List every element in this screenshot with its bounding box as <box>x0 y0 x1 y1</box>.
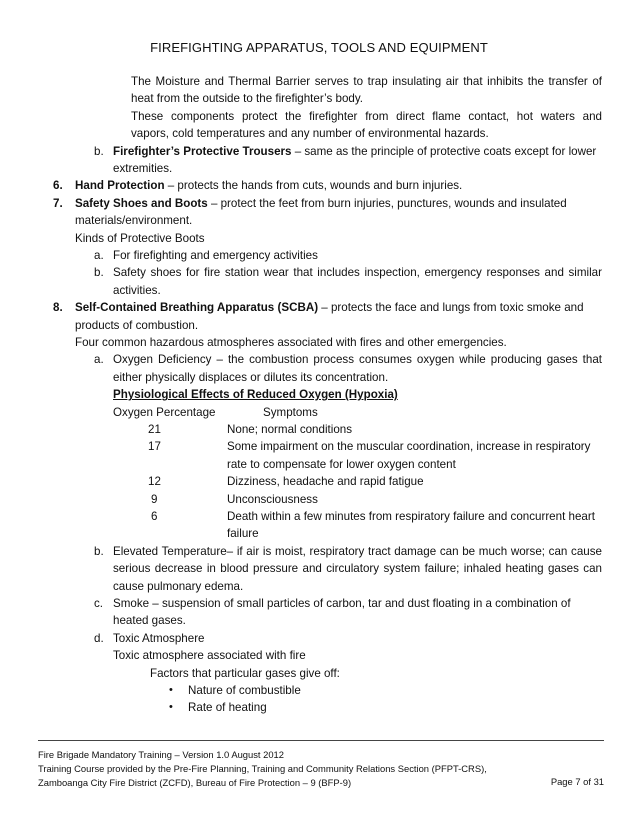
oxygen-deficiency-line: Oxygen Deficiency – the combustion process consumes oxygen while producing gases that <box>113 353 602 367</box>
toxic-atmosphere-line: Toxic atmosphere associated with fire <box>113 649 306 663</box>
footer-line: Zamboanga City Fire District (ZCFD), Bureau of Fire Protection – 9 (BFP-9) <box>38 777 352 788</box>
trousers-line <box>113 143 596 160</box>
trousers-title: Firefighter’s Protective Trousers <box>113 144 292 158</box>
symptom-text: Dizziness, headache and rapid fatigue <box>227 475 424 489</box>
trousers-text: – same as the principle of protective coats except for lower <box>291 144 597 158</box>
toxic-atmosphere-line: Toxic Atmosphere <box>113 631 205 645</box>
symptom-text: failure <box>227 527 259 541</box>
scba-title: Self-Contained Breathing Apparatus (SCBA) <box>75 301 319 315</box>
scba-line: products of combustion. <box>75 318 199 332</box>
footer-divider <box>38 740 604 741</box>
symptom-text: Death within a few minutes from respiratory failure and concurrent heart <box>227 510 595 523</box>
factor-item: Nature of combustible <box>188 684 301 697</box>
list-number: 8. <box>53 301 63 315</box>
safety-shoes-title: Safety Shoes and Boots <box>75 196 208 210</box>
list-marker: a. <box>94 353 104 367</box>
bullet-icon: • <box>169 701 173 714</box>
safety-shoes-line <box>75 195 567 212</box>
hand-protection-line <box>75 177 462 194</box>
oxygen-pct: 9 <box>151 492 158 506</box>
scba-text: – protects the face and lungs from toxic smoke and <box>318 301 584 315</box>
col-oxygen-percentage: Oxygen Percentage <box>113 405 216 419</box>
list-marker: b. <box>94 544 104 558</box>
hazard-intro: Four common hazardous atmospheres associated with fires and other emergencies. <box>75 336 507 349</box>
scba-line <box>75 299 584 316</box>
list-marker: b. <box>94 144 104 158</box>
oxygen-pct: 17 <box>148 440 161 454</box>
intro-line: vapors, cold temperatures and any number of environmental hazards. <box>131 127 489 141</box>
safety-shoes-text: – protect the feet from burn injuries, punctures, wounds and insulated <box>207 196 567 210</box>
oxygen-pct: 21 <box>148 423 161 436</box>
intro-line: heat from the outside to the firefighter’s body. <box>131 92 364 106</box>
intro-line: The Moisture and Thermal Barrier serves to trap insulating air that inhibits the transfer of <box>131 75 602 88</box>
smoke-line: heated gases. <box>113 614 186 628</box>
elevated-temp-line: Elevated Temperature– if air is moist, respiratory tract damage can be much worse; can cause <box>113 544 602 558</box>
hypoxia-heading: Physiological Effects of Reduced Oxygen (Hypoxia) <box>113 388 398 402</box>
page-header-title: FIREFIGHTING APPARATUS, TOOLS AND EQUIPMENT <box>150 40 488 55</box>
bullet-icon: • <box>169 684 173 696</box>
page-number: Page 7 of 31 <box>550 776 604 787</box>
symptom-text: Some impairment on the muscular coordination, increase in respiratory <box>227 440 591 454</box>
list-marker: a. <box>94 249 104 262</box>
hand-protection-text: – protects the hands from cuts, wounds and burn injuries. <box>164 179 463 193</box>
list-marker: b. <box>94 266 104 280</box>
list-marker: d. <box>94 631 104 645</box>
kinds-label: Kinds of Protective Boots <box>75 231 205 245</box>
list-marker: c. <box>94 597 104 610</box>
oxygen-pct: 6 <box>151 510 158 523</box>
trousers-line: extremities. <box>113 162 173 175</box>
footer-line: Fire Brigade Mandatory Training – Version 1.0 August 2012 <box>38 749 284 760</box>
oxygen-deficiency-line: either physically displaces or dilutes its concentration. <box>113 370 389 384</box>
footer-line: Training Course provided by the Pre-Fire Planning, Training and Community Relations Section (PFPT-CRS), <box>38 763 487 774</box>
symptom-text: Unconsciousness <box>227 492 318 506</box>
list-number: 7. <box>53 196 63 210</box>
boot-kind-item: Safety shoes for fire station wear that includes inspection, emergency responses and similar <box>113 266 602 280</box>
factors-label: Factors that particular gases give off: <box>150 666 340 680</box>
col-symptoms: Symptoms <box>263 405 318 419</box>
symptom-text: rate to compensate for lower oxygen content <box>227 457 456 471</box>
elevated-temp-line: serious decrease in blood pressure and circulatory system failure; inhaled heating gases can <box>113 562 602 576</box>
boot-kind-item: For firefighting and emergency activities <box>113 249 318 262</box>
factor-item: Rate of heating <box>188 701 267 715</box>
elevated-temp-line: cause pulmonary edema. <box>113 579 244 593</box>
oxygen-pct: 12 <box>148 475 161 489</box>
list-number: 6. <box>53 179 63 193</box>
hand-protection-title: Hand Protection <box>75 179 165 193</box>
boot-kind-item: activities. <box>113 283 161 297</box>
smoke-line: Smoke – suspension of small particles of carbon, tar and dust floating in a combination of <box>113 597 571 610</box>
safety-shoes-line: materials/environment. <box>75 214 193 228</box>
intro-line: These components protect the firefighter from direct flame contact, hot waters and <box>131 109 602 123</box>
symptom-text: None; normal conditions <box>227 423 353 436</box>
